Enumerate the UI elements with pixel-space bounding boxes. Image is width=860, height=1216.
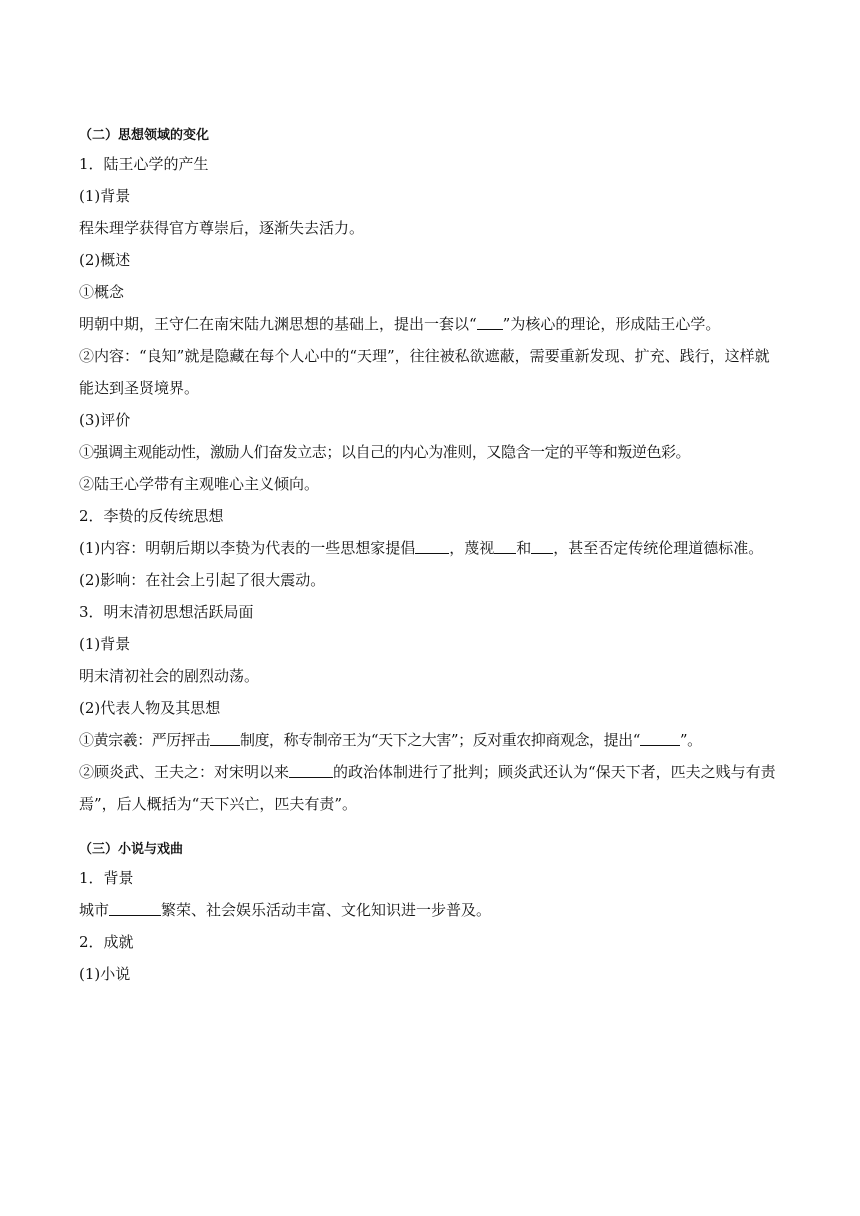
paragraph: (2)影响：在社会上引起了很大震动。 — [79, 571, 326, 589]
fill-blank — [640, 730, 680, 746]
paragraph: 城市 繁荣、社会娱乐活动丰富、文化知识进一步普及。 — [79, 901, 492, 919]
fill-blank — [494, 538, 516, 554]
fill-blank — [415, 538, 449, 554]
item-label: ①概念 — [79, 283, 125, 301]
paragraph: 明朝中期，王守仁在南宋陆九渊思想的基础上，提出一套以“ ”为核心的理论，形成陆王心学。 — [79, 315, 721, 333]
item-label: (3)评价 — [79, 411, 131, 429]
item-label: (2)概述 — [79, 251, 131, 269]
paragraph: ①黄宗羲：严厉抨击 制度，称专制帝王为“天下之大害”；反对重农抑商观念，提出“ ”。 — [79, 731, 702, 749]
subheading: 1．背景 — [79, 869, 134, 887]
paragraph: 程朱理学获得官方尊崇后，逐渐失去活力。 — [79, 219, 365, 237]
fill-blank — [477, 314, 503, 330]
item-label: (2)代表人物及其思想 — [79, 699, 221, 717]
item-label: (1)背景 — [79, 187, 131, 205]
subheading: 1．陆王心学的产生 — [79, 155, 209, 173]
subheading: 3．明末清初思想活跃局面 — [79, 603, 254, 621]
paragraph: ②陆王心学带有主观唯心主义倾向。 — [79, 475, 320, 493]
fill-blank — [289, 762, 333, 778]
paragraph: (1)内容：明朝后期以李贽为代表的一些思想家提倡 ，蔑视 和 ，甚至否定传统伦理道德标准。 — [79, 539, 764, 557]
section-heading: （二）思想领域的变化 — [79, 128, 210, 143]
subheading: 2．成就 — [79, 933, 134, 951]
paragraph: ①强调主观能动性，激励人们奋发立志；以自己的内心为准则，又隐含一定的平等和叛逆色彩。 — [79, 443, 691, 461]
document-page — [79, 124, 784, 990]
paragraph: ②顾炎武、王夫之：对宋明以来 的政治体制进行了批判；顾炎武还认为“保天下者，匹夫之贱与有责焉”，后人概括为“天下兴亡，匹夫有责”。 — [79, 763, 776, 813]
subheading: 2．李贽的反传统思想 — [79, 507, 224, 525]
item-label: (1)背景 — [79, 635, 131, 653]
fill-blank — [210, 730, 240, 746]
section-heading: （三）小说与戏曲 — [79, 842, 184, 857]
paragraph: ②内容：“良知”就是隐藏在每个人心中的“天理”，往往被私欲遮蔽，需要重新发现、扩充、践行，这样就能达到圣贤境界。 — [79, 347, 770, 397]
paragraph: 明末清初社会的剧烈动荡。 — [79, 667, 260, 685]
fill-blank — [531, 538, 553, 554]
fill-blank — [109, 900, 161, 916]
item-label: (1)小说 — [79, 965, 131, 983]
